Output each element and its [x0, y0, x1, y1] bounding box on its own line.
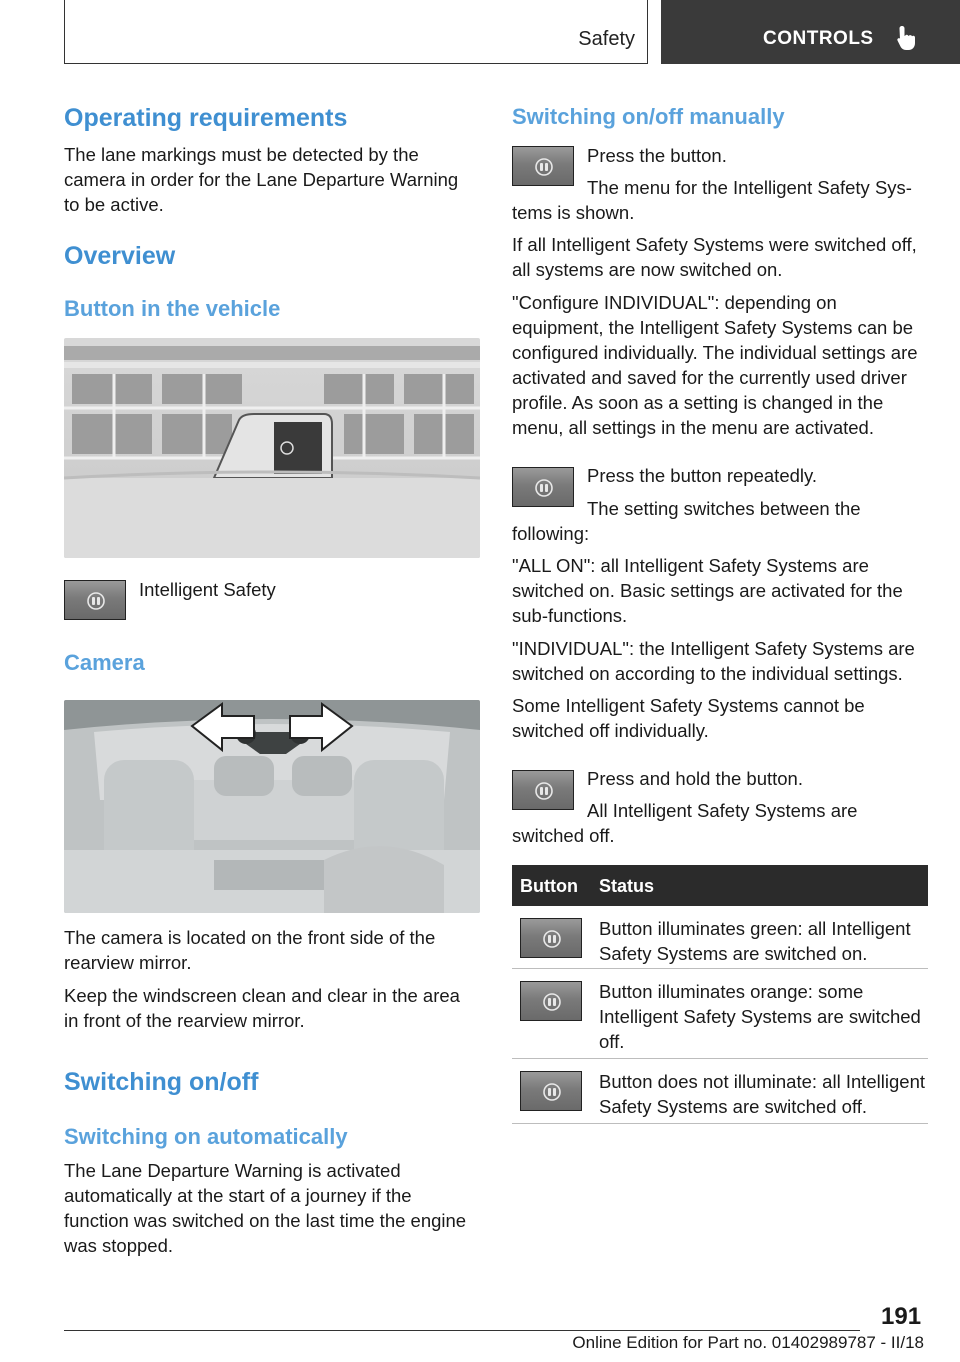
paragraph-cannot-switch-off: Some Intelligent Safety Systems cannot be switched off individually.: [512, 695, 865, 741]
table-row: [512, 1059, 928, 1124]
table-header: [512, 865, 928, 906]
online-edition-note: Online Edition for Part no. 01402989787 - II/18: [572, 1333, 924, 1352]
heading-overview: Overview: [64, 242, 176, 270]
step3-line3: switched off.: [512, 825, 615, 846]
step2-line1: Press the button repeatedly.: [587, 465, 818, 486]
table-row: [512, 969, 928, 1059]
heading-button-in-vehicle: Button in the vehicle: [64, 296, 281, 321]
paragraph-camera-clean: Keep the windscreen clean and clear in the area in front of the rearview mirror.: [64, 985, 460, 1031]
paragraph-all-on: "ALL ON": all Intelligent Safety Systems are switched on. Basic settings are activated for the sub-functions.: [512, 555, 903, 626]
button-icon-press-repeatedly: [512, 467, 574, 507]
table-header-button: Button: [520, 876, 578, 896]
footer-divider: [64, 1330, 860, 1331]
button-green-icon: [520, 918, 582, 958]
paragraph-camera-location: The camera is located on the front side of the rearview mirror.: [64, 927, 436, 973]
table-row: [512, 906, 928, 969]
pointing-hand-icon: [893, 24, 921, 52]
paragraph-all-switched-on: If all Intelligent Safety Systems were switched off, all systems are now switched on.: [512, 234, 917, 280]
heading-switching-on-automatically: Switching on automatically: [64, 1124, 348, 1149]
intelligent-safety-button-icon: [64, 580, 126, 620]
header-chapter-tab: [661, 0, 960, 64]
table-cell-status: Button illuminates orange: some Intelligent Safety Systems are switched off.: [599, 981, 921, 1052]
button-icon-press: [512, 146, 574, 186]
step2-line3: following:: [512, 523, 590, 544]
heading-switching-on-off: Switching on/off: [64, 1068, 259, 1096]
page-number: 191: [881, 1303, 922, 1330]
header-chapter-label: CONTROLS: [763, 28, 874, 49]
heading-camera: Camera: [64, 650, 145, 675]
paragraph-individual: "INDIVIDUAL": the Intelligent Safety Systems are switched on according to the individual settings.: [512, 638, 915, 684]
table-cell-status: Button does not illuminate: all Intelligent Safety Systems are switched off.: [599, 1071, 926, 1117]
button-orange-icon: [520, 981, 582, 1021]
step1-line2: The menu for the Intelligent Safety Sys-: [587, 177, 912, 198]
paragraph-operating-requirements: The lane markings must be detected by the camera in order for the Lane Departure Warning to be active.: [64, 144, 459, 215]
step1-line3: tems is shown.: [512, 202, 635, 223]
button-off-icon: [520, 1071, 582, 1111]
table-cell-status: Button illuminates green: all Intelligent Safety Systems are switched on.: [599, 918, 911, 964]
paragraph-switching-automatically: The Lane Departure Warning is activated automatically at the start of a journey if the function was switched on the last time the engine was stopped.: [64, 1160, 467, 1256]
paragraph-configure-individual: "Configure INDIVIDUAL": depending on equipment, the Intelligent Safety Systems can be configured individually. The individual settings are activated and saved for the currently used driver profile. As soon as a setting is changed in the menu, all settings in the menu are activated.: [512, 292, 918, 438]
heading-operating-requirements: Operating requirements: [64, 104, 348, 132]
step3-line1: Press and hold the button.: [587, 768, 803, 789]
photo-camera-location: [64, 700, 480, 913]
step2-line2: The setting switches between the: [587, 498, 861, 519]
photo-button-in-vehicle: [64, 338, 480, 558]
heading-switching-manually: Switching on/off manually: [512, 104, 785, 129]
table-header-status: Status: [599, 876, 655, 896]
header-section-title: Safety: [578, 28, 635, 50]
button-status-table: [512, 865, 928, 1124]
step3-line2: All Intelligent Safety Systems are: [587, 800, 858, 821]
button-label-intelligent-safety: Intelligent Safety: [139, 579, 276, 600]
button-icon-press-hold: [512, 770, 574, 810]
step1-line1: Press the button.: [587, 145, 727, 166]
header-left-frame: [64, 0, 648, 64]
